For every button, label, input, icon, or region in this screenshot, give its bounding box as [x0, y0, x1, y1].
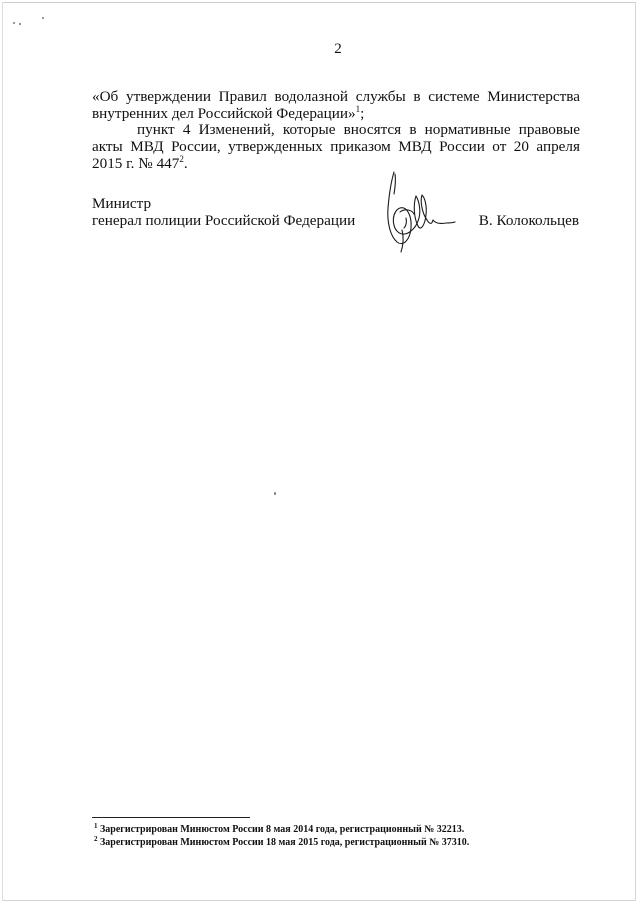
signer-name: В. Колокольцев: [478, 212, 579, 229]
paragraph-2-text: пункт 4 Изменений, которые вносятся в нормативные правовые акты МВД России, утвержденных приказом МВД России от 20 апреля 2015 г. № 447: [92, 121, 580, 172]
footnote-ref-1[interactable]: 1: [355, 104, 361, 114]
signer-title: Министр: [92, 195, 152, 212]
footnote-separator: [92, 817, 250, 818]
body-paragraph-1: [92, 88, 580, 122]
signer-rank: генерал полиции Российской Федерации: [92, 212, 356, 229]
footnote-1-text: Зарегистрирован Минюстом России 8 мая 2014 года, регистрационный № 32213.: [100, 824, 465, 835]
footnote-2: [94, 837, 469, 849]
page-number: 2: [334, 41, 342, 57]
scan-speck: [274, 492, 276, 495]
scan-speck: [19, 23, 21, 25]
paragraph-2-tail: .: [183, 155, 188, 172]
handwritten-signature: [370, 168, 460, 254]
scan-speck: [13, 22, 15, 24]
paragraph-1-tail: ;: [360, 105, 365, 122]
paragraph-1-text: «Об утверждении Правил водолазной службы в системе Министерства внутренних дел Российской Федерации»: [92, 88, 580, 122]
footnote-2-marker: 2: [94, 835, 98, 843]
footnote-ref-2[interactable]: 2: [179, 154, 184, 164]
footnote-2-text: Зарегистрирован Минюстом России 18 мая 2015 года, регистрационный № 37310.: [100, 837, 470, 848]
scan-speck: [42, 17, 44, 19]
footnote-1: [94, 824, 464, 836]
body-paragraph-2: [92, 121, 580, 172]
footnote-1-marker: 1: [94, 822, 98, 830]
